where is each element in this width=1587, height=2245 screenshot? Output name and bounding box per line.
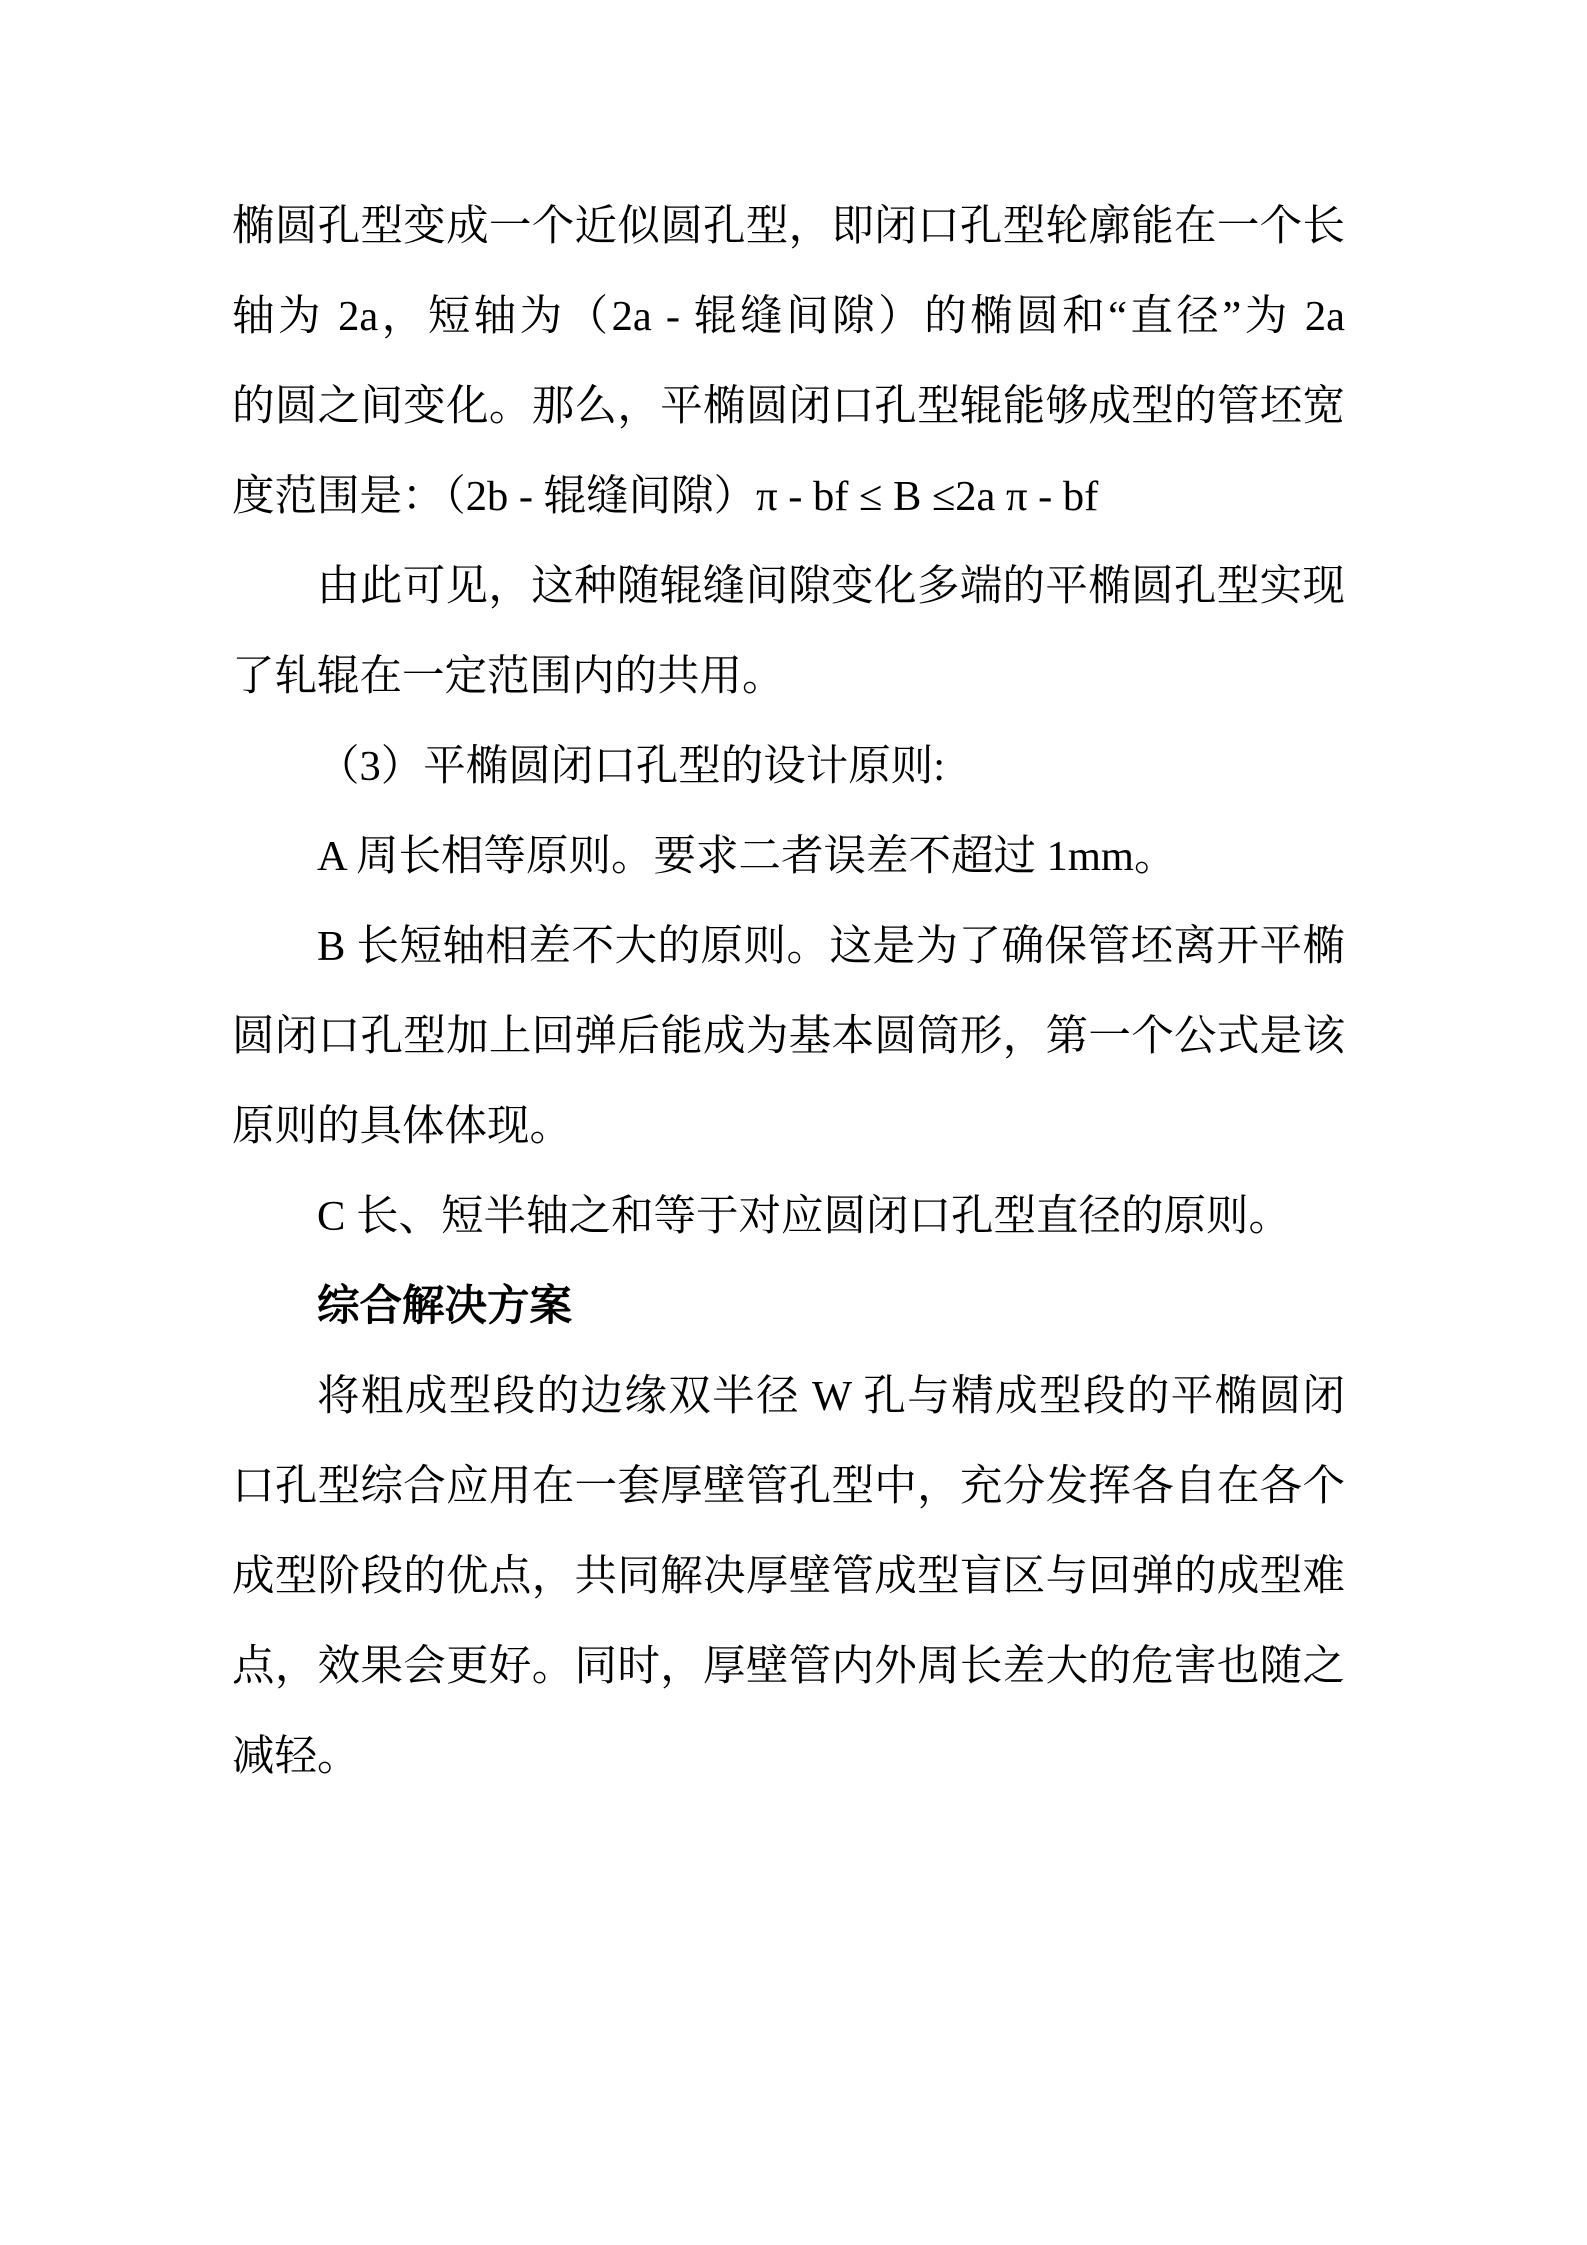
text-line: 圆闭口孔型加上回弹后能成为基本圆筒形，第一个公式是该 <box>232 1013 1345 1060</box>
text-line: 原则的具体体现。 <box>232 1103 573 1150</box>
section-heading: 综合解决方案 <box>317 1283 573 1330</box>
text-line: 减轻。 <box>232 1733 360 1780</box>
text-line: A 周长相等原则。要求二者误差不超过 1mm。 <box>317 833 1177 880</box>
text-line: 点，效果会更好。同时，厚壁管内外周长差大的危害也随之 <box>232 1643 1345 1690</box>
text-line: （3）平椭圆闭口孔型的设计原则: <box>317 743 946 790</box>
text-line: C 长、短半轴之和等于对应圆闭口孔型直径的原则。 <box>317 1193 1291 1240</box>
text-line: 由此可见，这种随辊缝间隙变化多端的平椭圆孔型实现 <box>317 563 1345 610</box>
text-line: 了轧辊在一定范围内的共用。 <box>232 653 785 700</box>
text-line: 将粗成型段的边缘双半径 W 孔与精成型段的平椭圆闭 <box>317 1373 1345 1420</box>
text-line: 椭圆孔型变成一个近似圆孔型，即闭口孔型轮廓能在一个长 <box>232 203 1345 250</box>
text-line: 度范围是：（2b - 辊缝间隙）π - bf ≤ B ≤2a π - bf <box>232 473 1099 520</box>
text-line: 成型阶段的优点，共同解决厚壁管成型盲区与回弹的成型难 <box>232 1553 1345 1600</box>
document-body <box>232 182 1345 1802</box>
text-line: 的圆之间变化。那么，平椭圆闭口孔型辊能够成型的管坯宽 <box>232 383 1345 430</box>
text-line: 轴为 2a，短轴为（2a - 辊缝间隙）的椭圆和“直径”为 2a <box>232 293 1345 340</box>
text-line: 口孔型综合应用在一套厚壁管孔型中，充分发挥各自在各个 <box>232 1463 1345 1510</box>
text-line: B 长短轴相差不大的原则。这是为了确保管坯离开平椭 <box>317 923 1345 970</box>
